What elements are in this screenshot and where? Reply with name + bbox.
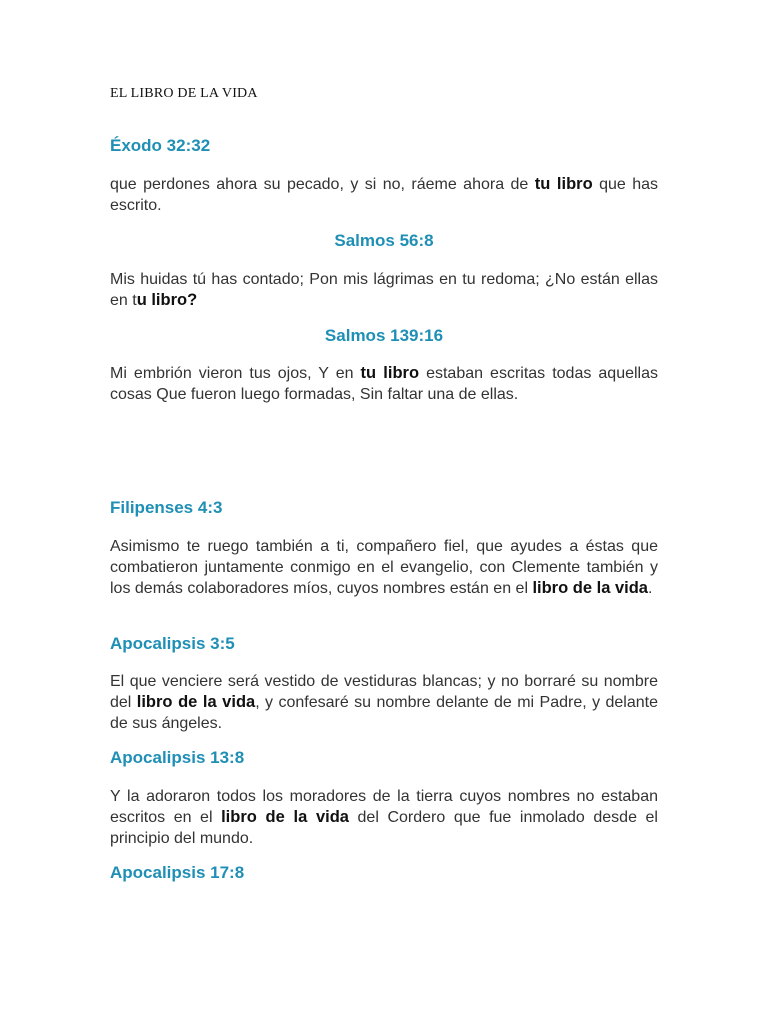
verse-text-salmos-139: [110, 363, 658, 405]
verse-reference-salmos-56: Salmos 56:8: [334, 231, 434, 250]
verse-highlight: tu libro: [360, 364, 420, 382]
verse-reference-filipenses: Filipenses 4:3: [110, 498, 223, 517]
verse-text: que perdones ahora su pecado, y si no, ráeme ahora de: [110, 176, 535, 193]
verse-text: Mis huidas tú has contado; Pon mis lágrimas en tu redoma; ¿No están ellas en t: [110, 271, 658, 309]
verse-text-apocalipsis-3: [110, 671, 658, 734]
verse-text: que has escrito.: [110, 176, 659, 214]
verse-highlight: tu libro: [534, 175, 593, 193]
document-title: EL LIBRO DE LA VIDA: [110, 86, 258, 101]
verse-text-exodo: [110, 174, 658, 216]
verse-reference-exodo: Éxodo 32:32: [110, 136, 211, 155]
verse-reference-apocalipsis-17: Apocalipsis 17:8: [110, 863, 245, 882]
verse-text: .: [647, 580, 653, 597]
verse-highlight: libro de la vida: [532, 579, 648, 597]
verse-text: , y confesaré su nombre delante de mi Padre, y delante de sus ángeles.: [110, 694, 658, 732]
verse-text: del Cordero que fue inmolado desde el principio del mundo.: [110, 809, 658, 847]
verse-highlight: libro de la vida: [221, 808, 349, 826]
verse-text: Y la adoraron todos los moradores de la tierra cuyos nombres no estaban escritos en el: [110, 788, 658, 826]
verse-text: Asimismo te ruego también a ti, compañero fiel, que ayudes a éstas que combatieron juntamente conmigo en el evangelio, con Clemente también y los demás colaboradores míos, cuyos nombres están en el: [110, 538, 658, 597]
verse-reference-apocalipsis-13: Apocalipsis 13:8: [110, 748, 245, 767]
verse-reference-salmos-139: Salmos 139:16: [324, 326, 444, 345]
verse-text-salmos-56: [110, 269, 658, 311]
verse-text: estaban escritas todas aquellas cosas Que fueron luego formadas, Sin faltar una de ellas.: [110, 365, 658, 403]
verse-reference-apocalipsis-3: Apocalipsis 3:5: [110, 634, 235, 653]
verse-text-filipenses: [110, 536, 658, 599]
verse-highlight: u libro?: [136, 291, 198, 309]
verse-text: El que venciere será vestido de vestiduras blancas; y no borraré su nombre del: [110, 673, 658, 711]
verse-text-apocalipsis-13: [110, 786, 658, 849]
verse-text: Mi embrión vieron tus ojos, Y en: [110, 365, 361, 382]
verse-highlight: libro de la vida: [136, 693, 256, 711]
